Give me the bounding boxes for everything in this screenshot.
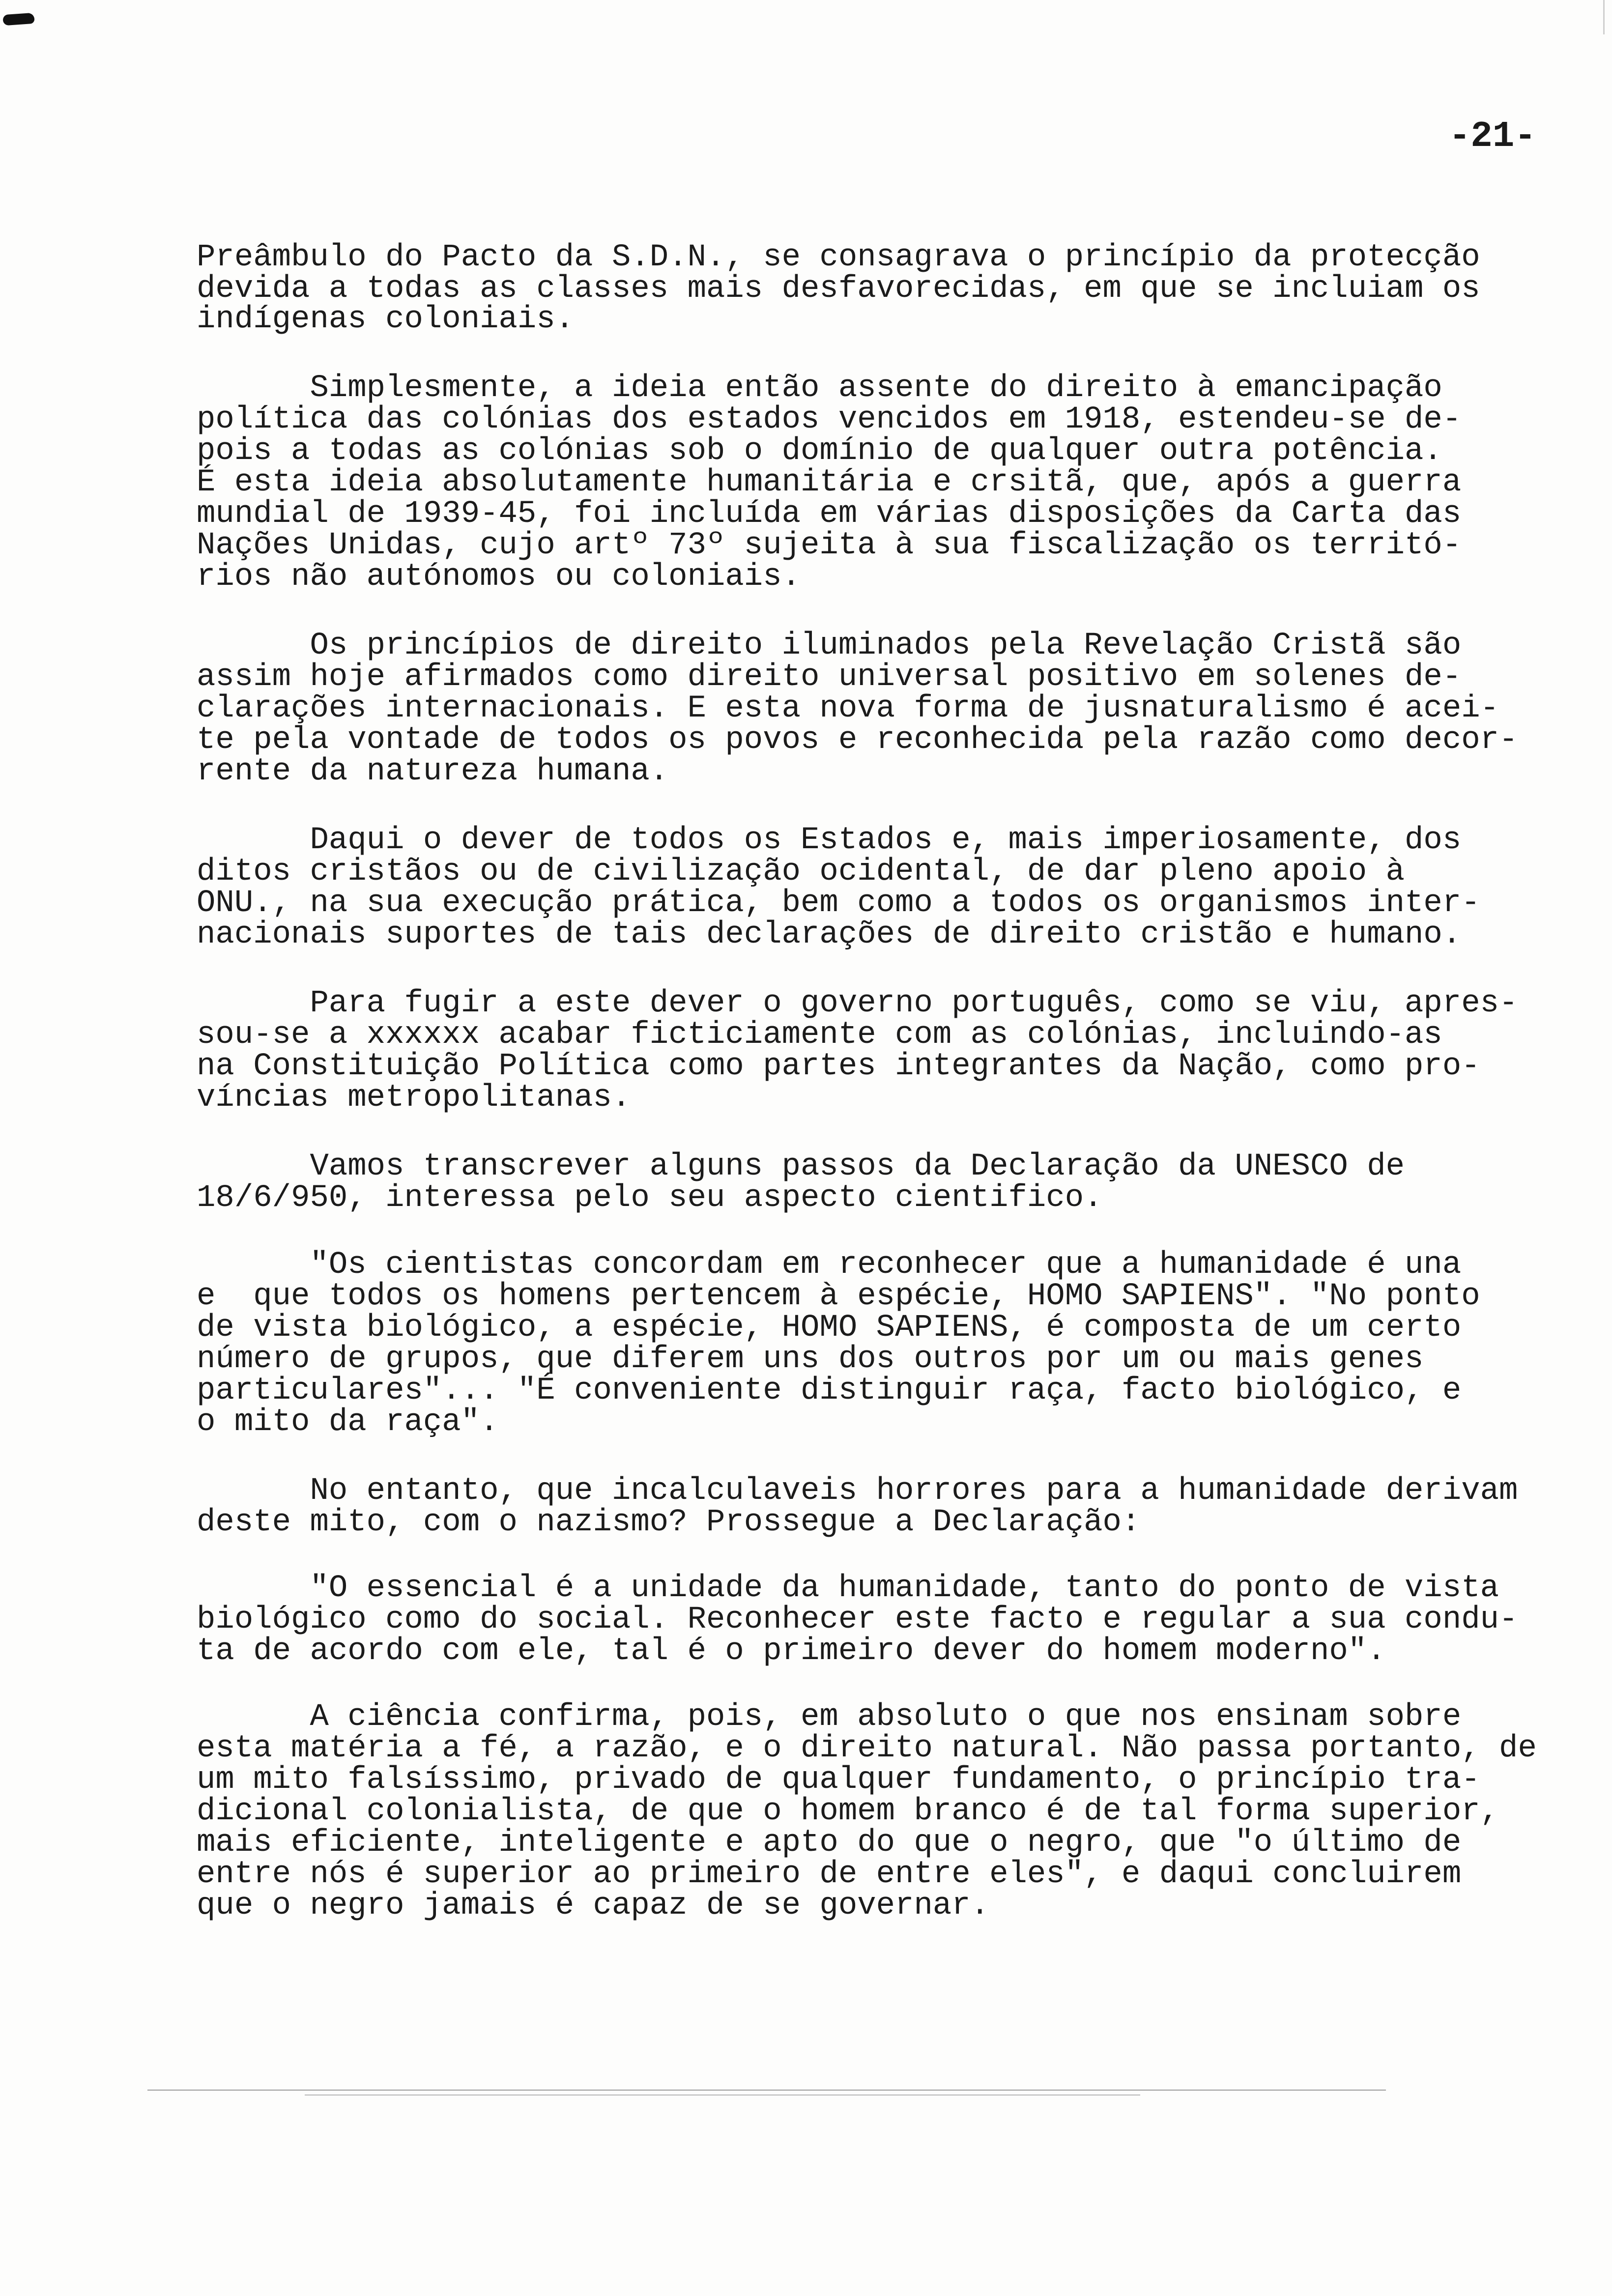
text-line: No entanto, que incalculaveis horrores para a humanidade derivam xyxy=(197,1473,1518,1509)
ink-blot xyxy=(2,13,34,26)
text-line: Para fugir a este dever o governo português, como se viu, apres- xyxy=(197,986,1518,1021)
text-line: que o negro jamais é capaz de se governar. xyxy=(197,1888,990,1923)
text-line: rios não autónomos ou coloniais. xyxy=(197,559,801,595)
text-line: de vista biológico, a espécie, HOMO SAPIENS, é composta de um certo xyxy=(197,1310,1462,1346)
text-line: ditos cristãos ou de civilização ocidental, de dar pleno apoio à xyxy=(197,854,1405,890)
text-line: 18/6/950, interessa pelo seu aspecto cientifico. xyxy=(197,1180,1103,1216)
text-line: número de grupos, que diferem uns dos outros por um ou mais genes xyxy=(197,1342,1424,1377)
text-line: "O essencial é a unidade da humanidade, tanto do ponto de vista xyxy=(197,1571,1499,1606)
text-line: o mito da raça". xyxy=(197,1405,499,1440)
text-line: ta de acordo com ele, tal é o primeiro dever do homem moderno". xyxy=(197,1634,1386,1669)
text-line: política das colónias dos estados vencidos em 1918, estendeu-se de- xyxy=(197,402,1462,437)
text-line: ONU., na sua execução prática, bem como a todos os organismos inter- xyxy=(197,886,1480,921)
text-line: indígenas coloniais. xyxy=(197,302,575,337)
text-line: A ciência confirma, pois, em absoluto o que nos ensinam sobre xyxy=(197,1699,1462,1735)
text-line: mundial de 1939-45, foi incluída em várias disposições da Carta das xyxy=(197,496,1462,532)
text-line: Daqui o dever de todos os Estados e, mais imperiosamente, dos xyxy=(197,823,1462,858)
text-line: É esta ideia absolutamente humanitária e crsitã, que, após a guerra xyxy=(197,465,1462,500)
page-number: -21- xyxy=(1449,116,1536,157)
text-line: Preâmbulo do Pacto da S.D.N., se consagrava o princípio da protecção xyxy=(197,240,1480,275)
text-line: Nações Unidas, cujo artº 73º sujeita à sua fiscalização os territó- xyxy=(197,528,1462,563)
text-line: entre nós é superior ao primeiro de entre eles", e daqui concluirem xyxy=(197,1857,1462,1892)
text-line: particulares"... "É conveniente distinguir raça, facto biológico, e xyxy=(197,1373,1462,1408)
bottom-rule xyxy=(147,2090,1386,2091)
text-line: biológico como do social. Reconhecer este facto e regular a sua condu- xyxy=(197,1602,1518,1637)
text-line: rente da natureza humana. xyxy=(197,754,669,789)
text-line: mais eficiente, inteligente e apto do que o negro, que "o último de xyxy=(197,1825,1462,1861)
text-line: Vamos transcrever alguns passos da Declaração da UNESCO de xyxy=(197,1149,1405,1184)
text-line: Simplesmente, a ideia então assente do direito à emancipação xyxy=(197,371,1442,406)
text-line: assim hoje afirmados como direito universal positivo em solenes de- xyxy=(197,660,1462,695)
page-edge-mark xyxy=(1603,0,1605,34)
text-line: e que todos os homens pertencem à espécie, HOMO SAPIENS". "No ponto xyxy=(197,1279,1480,1314)
text-line: dicional colonialista, de que o homem branco é de tal forma superior, xyxy=(197,1794,1499,1829)
text-line: nacionais suportes de tais declarações de direito cristão e humano. xyxy=(197,917,1462,952)
text-line: Os princípios de direito iluminados pela Revelação Cristã são xyxy=(197,628,1462,663)
text-line: pois a todas as colónias sob o domínio de qualquer outra potência. xyxy=(197,433,1442,469)
text-line: te pela vontade de todos os povos e reconhecida pela razão como decor- xyxy=(197,722,1518,758)
text-line: clarações internacionais. E esta nova forma de jusnaturalismo é acei- xyxy=(197,691,1499,726)
text-line: sou-se a xxxxxx acabar ficticiamente com as colónias, incluindo-as xyxy=(197,1017,1442,1053)
text-line: devida a todas as classes mais desfavorecidas, em que se incluiam os xyxy=(197,271,1480,307)
text-line: na Constituição Política como partes integrantes da Nação, como pro- xyxy=(197,1049,1480,1084)
text-line: víncias metropolitanas. xyxy=(197,1080,631,1116)
text-line: um mito falsíssimo, privado de qualquer fundamento, o princípio tra- xyxy=(197,1762,1480,1798)
text-line: "Os cientistas concordam em reconhecer que a humanidade é una xyxy=(197,1247,1462,1283)
text-line: esta matéria a fé, a razão, e o direito natural. Não passa portanto, de xyxy=(197,1731,1537,1766)
text-line: deste mito, com o nazismo? Prossegue a Declaração: xyxy=(197,1505,1141,1540)
